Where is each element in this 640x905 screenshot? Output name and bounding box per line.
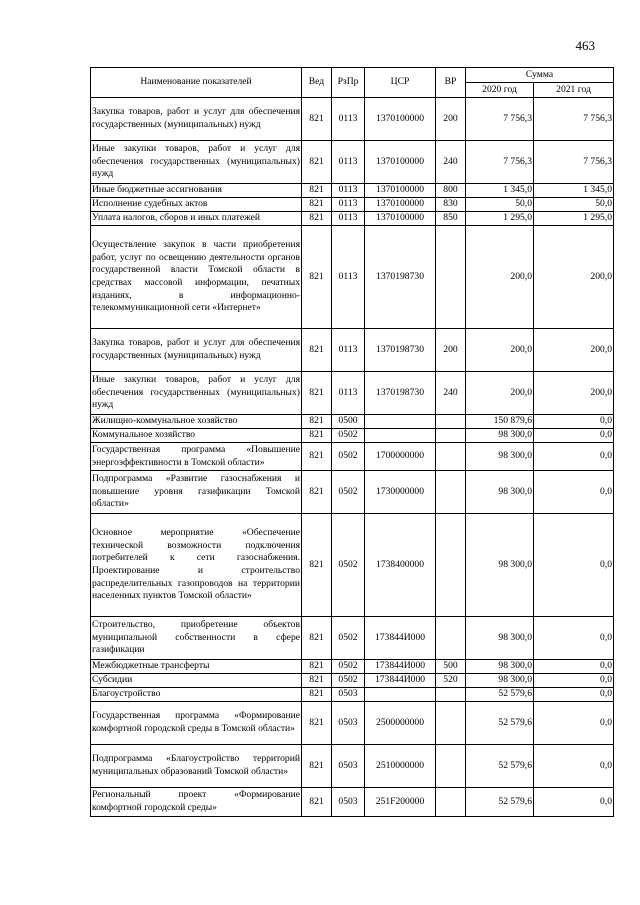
row-ved: 821 (302, 141, 332, 184)
row-vr (436, 429, 466, 443)
row-sum-2020: 52 579,6 (466, 788, 534, 817)
row-vr (436, 226, 466, 329)
row-vr: 200 (436, 98, 466, 141)
row-name: Закупка товаров, работ и услуг для обеспечения государственных (муниципальных) нужд (91, 329, 302, 372)
row-sum-2021: 7 756,3 (534, 98, 614, 141)
row-rzpr: 0502 (332, 429, 365, 443)
row-ved: 821 (302, 372, 332, 415)
header-2020: 2020 год (466, 83, 534, 98)
row-rzpr: 0503 (332, 702, 365, 745)
row-sum-2020: 98 300,0 (466, 471, 534, 514)
header-vr: ВР (436, 68, 466, 98)
row-name: Осуществление закупок в части приобретения работ, услуг по освещению деятельности органов государственной власти Томской области в средствах массовой информации, печатных изданиях, в информационно-телекоммуникационной сети «Интернет» (91, 226, 302, 329)
row-sum-2020: 200,0 (466, 226, 534, 329)
row-vr (436, 702, 466, 745)
header-2021: 2021 год (534, 83, 614, 98)
row-csr: 2510000000 (365, 745, 436, 788)
row-sum-2020: 52 579,6 (466, 688, 534, 702)
row-ved: 821 (302, 617, 332, 660)
row-csr (365, 688, 436, 702)
row-ved: 821 (302, 443, 332, 471)
row-rzpr: 0502 (332, 443, 365, 471)
row-sum-2020: 7 756,3 (466, 141, 534, 184)
row-name: Государственная программа «Формирование комфортной городской среды в Томской области» (91, 702, 302, 745)
row-vr: 500 (436, 660, 466, 674)
table-row (91, 674, 614, 688)
row-vr: 240 (436, 372, 466, 415)
row-rzpr: 0113 (332, 198, 365, 212)
row-name: Коммунальное хозяйство (91, 429, 302, 443)
table-row (91, 514, 614, 617)
row-csr (365, 415, 436, 429)
row-sum-2021: 0,0 (534, 471, 614, 514)
row-name: Подпрограмма «Благоустройство территорий муниципальных образований Томской области» (91, 745, 302, 788)
row-sum-2020: 150 879,6 (466, 415, 534, 429)
row-name: Жилищно-коммунальное хозяйство (91, 415, 302, 429)
row-csr: 173844И000 (365, 674, 436, 688)
row-sum-2020: 1 345,0 (466, 184, 534, 198)
row-sum-2021: 0,0 (534, 702, 614, 745)
row-ved: 821 (302, 674, 332, 688)
row-ved: 821 (302, 688, 332, 702)
row-rzpr: 0113 (332, 212, 365, 226)
table-row (91, 429, 614, 443)
row-sum-2021: 0,0 (534, 514, 614, 617)
table-row (91, 329, 614, 372)
row-vr (436, 745, 466, 788)
row-sum-2021: 0,0 (534, 617, 614, 660)
row-rzpr: 0113 (332, 226, 365, 329)
row-vr (436, 415, 466, 429)
row-sum-2020: 52 579,6 (466, 745, 534, 788)
row-sum-2020: 98 300,0 (466, 674, 534, 688)
row-vr (436, 514, 466, 617)
row-sum-2020: 200,0 (466, 329, 534, 372)
row-ved: 821 (302, 184, 332, 198)
row-rzpr: 0113 (332, 372, 365, 415)
row-sum-2021: 0,0 (534, 443, 614, 471)
table-row (91, 98, 614, 141)
table-row (91, 688, 614, 702)
table-row (91, 212, 614, 226)
table-row (91, 702, 614, 745)
row-sum-2021: 0,0 (534, 674, 614, 688)
row-sum-2020: 1 295,0 (466, 212, 534, 226)
row-sum-2020: 50,0 (466, 198, 534, 212)
row-ved: 821 (302, 98, 332, 141)
row-rzpr: 0503 (332, 745, 365, 788)
row-csr: 2500000000 (365, 702, 436, 745)
row-vr: 520 (436, 674, 466, 688)
header-name: Наименование показателей (91, 68, 302, 98)
row-ved: 821 (302, 329, 332, 372)
row-rzpr: 0113 (332, 98, 365, 141)
row-name: Иные бюджетные ассигнования (91, 184, 302, 198)
row-csr: 1370198730 (365, 372, 436, 415)
row-rzpr: 0500 (332, 415, 365, 429)
row-ved: 821 (302, 415, 332, 429)
row-sum-2021: 200,0 (534, 226, 614, 329)
row-ved: 821 (302, 471, 332, 514)
row-sum-2021: 50,0 (534, 198, 614, 212)
row-vr: 240 (436, 141, 466, 184)
row-vr: 850 (436, 212, 466, 226)
row-sum-2021: 1 295,0 (534, 212, 614, 226)
row-sum-2021: 0,0 (534, 660, 614, 674)
row-rzpr: 0502 (332, 674, 365, 688)
row-sum-2021: 0,0 (534, 429, 614, 443)
row-csr: 173844И000 (365, 660, 436, 674)
row-csr (365, 429, 436, 443)
table-row (91, 372, 614, 415)
row-rzpr: 0502 (332, 471, 365, 514)
row-csr: 1370100000 (365, 212, 436, 226)
row-name: Строительство, приобретение объектов муниципальной собственности в сфере газификации (91, 617, 302, 660)
row-name: Региональный проект «Формирование комфортной городской среды» (91, 788, 302, 817)
row-sum-2021: 200,0 (534, 329, 614, 372)
row-csr: 251F200000 (365, 788, 436, 817)
budget-table (90, 67, 614, 817)
row-name: Подпрограмма «Развитие газоснабжения и повышение уровня газификации Томской области» (91, 471, 302, 514)
row-ved: 821 (302, 212, 332, 226)
table-header (91, 68, 614, 98)
row-ved: 821 (302, 788, 332, 817)
table-body (91, 98, 614, 817)
row-ved: 821 (302, 198, 332, 212)
header-csr: ЦСР (365, 68, 436, 98)
row-rzpr: 0503 (332, 688, 365, 702)
table-row (91, 226, 614, 329)
row-sum-2020: 98 300,0 (466, 514, 534, 617)
table-row (91, 617, 614, 660)
row-name: Благоустройство (91, 688, 302, 702)
row-sum-2020: 98 300,0 (466, 660, 534, 674)
row-vr (436, 788, 466, 817)
row-csr: 1700000000 (365, 443, 436, 471)
row-sum-2021: 200,0 (534, 372, 614, 415)
row-sum-2020: 52 579,6 (466, 702, 534, 745)
row-rzpr: 0502 (332, 514, 365, 617)
row-name: Исполнение судебных актов (91, 198, 302, 212)
row-csr: 173844И000 (365, 617, 436, 660)
row-csr: 1370100000 (365, 184, 436, 198)
row-ved: 821 (302, 514, 332, 617)
table-row (91, 788, 614, 817)
row-name: Субсидии (91, 674, 302, 688)
table-row (91, 415, 614, 429)
header-ved: Вед (302, 68, 332, 98)
row-csr: 1370100000 (365, 98, 436, 141)
row-sum-2021: 0,0 (534, 788, 614, 817)
row-name: Иные закупки товаров, работ и услуг для обеспечения государственных (муниципальных) нужд (91, 141, 302, 184)
table-row (91, 141, 614, 184)
row-name: Иные закупки товаров, работ и услуг для обеспечения государственных (муниципальных) нужд (91, 372, 302, 415)
row-sum-2020: 200,0 (466, 372, 534, 415)
row-csr: 1738400000 (365, 514, 436, 617)
row-rzpr: 0502 (332, 617, 365, 660)
row-vr (436, 471, 466, 514)
row-vr: 200 (436, 329, 466, 372)
row-ved: 821 (302, 660, 332, 674)
row-csr: 1370198730 (365, 329, 436, 372)
row-csr: 1370100000 (365, 141, 436, 184)
row-sum-2020: 7 756,3 (466, 98, 534, 141)
row-sum-2020: 98 300,0 (466, 429, 534, 443)
row-rzpr: 0113 (332, 141, 365, 184)
row-vr (436, 617, 466, 660)
page-number: 463 (575, 38, 595, 53)
row-sum-2020: 98 300,0 (466, 443, 534, 471)
table-row (91, 745, 614, 788)
row-name: Уплата налогов, сборов и иных платежей (91, 212, 302, 226)
row-sum-2020: 98 300,0 (466, 617, 534, 660)
row-rzpr: 0113 (332, 184, 365, 198)
row-ved: 821 (302, 429, 332, 443)
row-vr: 830 (436, 198, 466, 212)
row-ved: 821 (302, 702, 332, 745)
row-sum-2021: 0,0 (534, 688, 614, 702)
row-csr: 1730000000 (365, 471, 436, 514)
row-sum-2021: 1 345,0 (534, 184, 614, 198)
row-name: Межбюджетные трансферты (91, 660, 302, 674)
row-sum-2021: 0,0 (534, 745, 614, 788)
row-csr: 1370100000 (365, 198, 436, 212)
row-name: Закупка товаров, работ и услуг для обеспечения государственных (муниципальных) нужд (91, 98, 302, 141)
row-ved: 821 (302, 745, 332, 788)
table-row (91, 471, 614, 514)
table-row (91, 184, 614, 198)
row-vr (436, 443, 466, 471)
row-vr: 800 (436, 184, 466, 198)
table-row (91, 660, 614, 674)
row-sum-2021: 7 756,3 (534, 141, 614, 184)
row-vr (436, 688, 466, 702)
header-sum: Сумма (466, 68, 614, 83)
row-csr: 1370198730 (365, 226, 436, 329)
row-ved: 821 (302, 226, 332, 329)
row-rzpr: 0503 (332, 788, 365, 817)
row-rzpr: 0113 (332, 329, 365, 372)
table-row (91, 198, 614, 212)
table-row (91, 443, 614, 471)
row-sum-2021: 0,0 (534, 415, 614, 429)
header-rzpr: РзПр (332, 68, 365, 98)
row-name: Основное мероприятие «Обеспечение технической возможности подключения потребителей к сети газоснабжения. Проектирование и строительство распределительных газопроводов на территории населенных пунктов Томской области» (91, 514, 302, 617)
row-rzpr: 0502 (332, 660, 365, 674)
row-name: Государственная программа «Повышение энергоэффективности в Томской области» (91, 443, 302, 471)
